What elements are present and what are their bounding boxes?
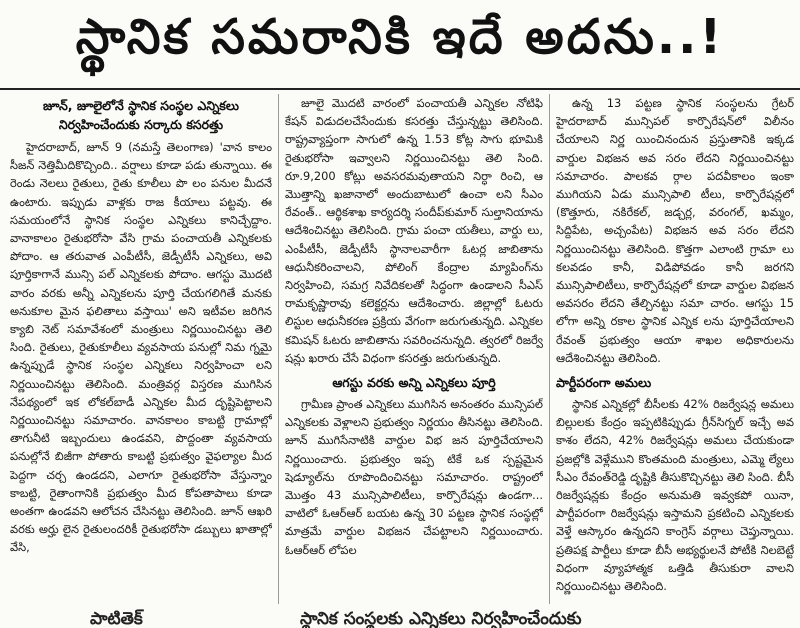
article-paragraph: హైదరాబాద్, జూన్ 9 (నమస్తే తెలంగాణ) 'వాన కాలం సీజన్ నెత్తిమీదికొచ్చింది.. వర్షాలు కూడా పడు తున్నాయి. ఈ రెండు నెలలు రైతులు, రైతు కూలీలు పొ లం పనుల మీదనే ఉంటారు. ఇప్పుడు వాళ్లకు రాజ కీయాలు పట్టవు. ఈ సమయంలోనే స్థానిక సంస్థల ఎన్నికలు కానిచ్చేద్దాం. వానాకాలం రైతుభరోసా వేసి గ్రామ పంచాయతీ ఎన్నికలకు పోదాం. ఆ తరువాత ఎంపీటీసీ, జెడ్పీటీసీ ఎన్నికలు, అవి పూర్తికాగానే మున్సి పల్ ఎన్నికలకు పోదాం. ఆగస్టు మొదటి వారం వరకు అన్నీ ఎన్నికలను పూర్తి చేయగలిగితే మనకు అనుకూల మైన ఫలితాలు వస్తాయి' అని ఇటీవల జరిగిన క్యాబి నెట్ సమావేశంలో మంత్రులు నిర్ణయించినట్టు తెలి సింది. రైతులు, రైతుకూలీలు వ్యవసాయ పనుల్లో నిమ గ్నమై ఉన్నప్పుడే స్థానిక సంస్థల ఎన్నికలు నిర్వహించా లని నిర్ణయించినట్టు తెలిసింది. మంత్రివర్గ విస్తరణ ముగిసిన నేపథ్యంలో ఇక లోకల్‌బాడీ ఎన్నికల మీద దృష్టిపెట్టాలని నిర్ణయించినట్టు సమాచారం. వానకాలం కాబట్టి గ్రామాల్లో తాగునీటి ఇబ్బందులు ఉండవని, పొద్దంతా వ్యవసాయ పనుల్లోనే బిజీగా పోతారు కాబట్టి ప్రభుత్వం వైఫల్యాల మీద పెద్దగా చర్చ ఉండదని, ఎలాగూ రైతుభరోసా వేస్తున్నాం కాబట్టి, రైతాంగానికి ప్రభుత్వం మీద కోపతాపాలు కూడా అంతగా ఉండవని ఆలోచన చేసినట్టు తెలిసింది. జూన్ ఆఖరి వరకు అర్హు లైన రైతులందరికీ రైతుభరోసా డబ్బులు ఖాతాల్లో వేసి, — [10, 140, 272, 555]
article-column-2 — [285, 94, 543, 604]
next-article-heading-left: పాటితెక్ — [90, 609, 143, 628]
section-heading: ఆగస్టు వరకు అన్ని ఎన్నికలు పూర్తి — [332, 375, 496, 391]
article-paragraph: గ్రామీణ ప్రాంత ఎన్నికలు ముగిసిన అనంతరం మున్సిపల్ ఎన్నికలకు వెళ్లాలని ప్రభుత్వం నిర్ణయం తీసినట్టు తెలిసింది. జూన్ ముగిసేనాటికి వార్డుల విభ జన పూర్తిచేయాలని నిర్ణయించారు. ప్రభుత్వం ఇప్ప టికే ఒక స్పష్టమైన షెడ్యూల్‌ను రూపొందించినట్టు సమాచారం. రాష్ట్రంలో మొత్తం 43 మున్సిపాలిటీలు, కార్పొరేషన్లు ఉండగా... వాటిలో ఓఆర్‌ఆర్ బయట ఉన్న 30 పట్టణ స్థానిక సంస్థల్లో మాత్రమే వార్డుల విభజన చేపట్టాలని నిర్ణయించారు. ఓఆర్‌ఆర్ లోపల — [285, 397, 543, 557]
column-divider — [549, 94, 550, 604]
next-article-heading-right: స్థానిక సంస్థలకు ఎన్నికలు నిర్వహించేందుకు — [300, 609, 582, 628]
column-divider — [278, 94, 279, 604]
article-column-3 — [556, 94, 794, 604]
headline: స్థానిక సమరానికి ఇదే అదను..! — [75, 9, 725, 65]
article-column-1 — [10, 94, 272, 604]
headline-rule — [0, 88, 800, 90]
article-paragraph: ఉన్న 13 పట్టణ స్థానిక సంస్థలను గ్రేటర్ హైదరాబాద్ మున్సిపల్ కార్పొరేషన్‌లో విలీనం చేయాలని నిర్ణ యించినందున ప్రస్తుతానికి ఇక్కడ వార్డుల విభజన అవ సరం లేదని నిర్ణయించినట్టు సమాచారం. పాలకవ ర్గాల పదవీకాలం ఇంకా ముగియని ఏడు మున్సిపాలి టీలు, కార్పొరేషన్లలో (కొత్తూరు, నకిరేకల్, జడ్చర్ల, వరంగల్, ఖమ్మం, సిద్దిపేట, అచ్చంపేట) విభజన అవ సరం లేదని నిర్ణయించినట్టు తెలిసింది. కొత్తగా ఎలాంటి గ్రామా లు కలవడం కానీ, విడిపోవడం కానీ జరగని మున్సిపాలిటీలు, కార్పొరేషన్లలో కూడా వార్డుల విభజన అవసరం లేదని తేల్చినట్టు సమా చారం. ఆగస్టు 15 లోగా అన్ని రకాల స్థానిక ఎన్నిక లను పూర్తిచేయాలని రేవంత్ ప్రభుత్వం ఆయా శాఖల అధికారులను ఆదేశించినట్టు తెలిసింది. — [556, 96, 794, 365]
article-paragraph: జూలై మొదటి వారంలో పంచాయతీ ఎన్నికల నోటిఫి కేషన్ విడుదలచేసేందుకు కసరత్తు చేస్తున్నట్టు తెలిసింది. రాష్ట్రవ్యాప్తంగా సాగులో ఉన్న 1.53 కోట్ల సాగు భూమికి రైతుభరోసా ఇవ్వాలని నిర్ణయించినట్టు తెలి సింది. రూ.9,200 కోట్లు అవసరమవుతాయని నిర్ధా రించి, ఆ మొత్తాన్ని ఖజానాలో అందుబాటులో ఉంచా లని సీఎం రేవంత్.. ఆర్థికశాఖ కార్యదర్శి సందీప్‌కుమార్ సుల్తానియాను ఆదేశించినట్టు తెలిసింది. గ్రామ పంచా యతీలు, వార్డు లు, ఎంపీటీసీ, జెడ్పీటీసీ స్థానాలవారీగా ఓటర్ల జాబితాను ఆధునీకరించాలని, పోలింగ్ కేంద్రాల మ్యాపింగ్‌ను నిర్వహించి, సమగ్ర నివేదికలతో సిద్ధంగా ఉండాలని సీఎస్ రామకృష్ణారావు కలెక్టర్లను ఆదేశించారు. జిల్లాల్లో ఓటరు లిస్టుల ఆధునీకరణ ప్రక్రియ వేగంగా జరుగుతున్నది. ఎన్నికల కమిషన్ ఓటరు జాబితాను సవరించనున్నది. త్వరలో రిజర్వే షన్లు ఖరారు చేసే విధంగా కసరత్తు జరుగుతున్నది. — [285, 96, 543, 365]
section-heading: పార్టీపరంగా అమలు — [556, 375, 652, 391]
headline-banner — [0, 0, 800, 86]
article-subheading: జూన్, జూలైలోనే స్థానిక సంస్థల ఎన్నికలు నిర్వహించేందుకు సర్కారు కసరత్తు — [42, 98, 240, 132]
article-paragraph: స్థానిక ఎన్నికల్లో బీసీలకు 42% రిజర్వేషన్ల అమలు బిల్లులకు కేంద్రం ఇప్పటికిప్పుడు గ్రీన్‌సిగ్నల్ ఇచ్చే అవ కాశం లేదని, 42% రిజర్వేషన్లు అమలు చేయకుండా ప్రజల్లోకి వెళ్లేముని కొంతమంది మంత్రులు, ఎమ్మె ల్యేలు సీఎం రేవంత్‌రెడ్డి దృష్టికి తీసుకొచ్చినట్టు తెలి సింది. బీసీ రిజర్వేషన్లకు కేంద్రం అనుమతి ఇవ్వకపో యినా, పార్టీపరంగా రిజర్వేషన్లు ఇస్తామని ప్రకటించి ఎన్నికలకు వెళ్తే ఆస్కారం ఉన్నదని కాంగ్రెస్ వర్గాలు చెప్తున్నాయి. ప్రతిపక్ష పార్టీలు కూడా బీసీ అభ్యర్థులనే పోటీకి నిలబెట్టే విధంగా వ్యూహాత్మక ఒత్తిడి తీసుకురా వాలని నిర్ణయించినట్టు తెలిసింది. — [556, 397, 794, 594]
next-article-strip — [0, 606, 800, 628]
